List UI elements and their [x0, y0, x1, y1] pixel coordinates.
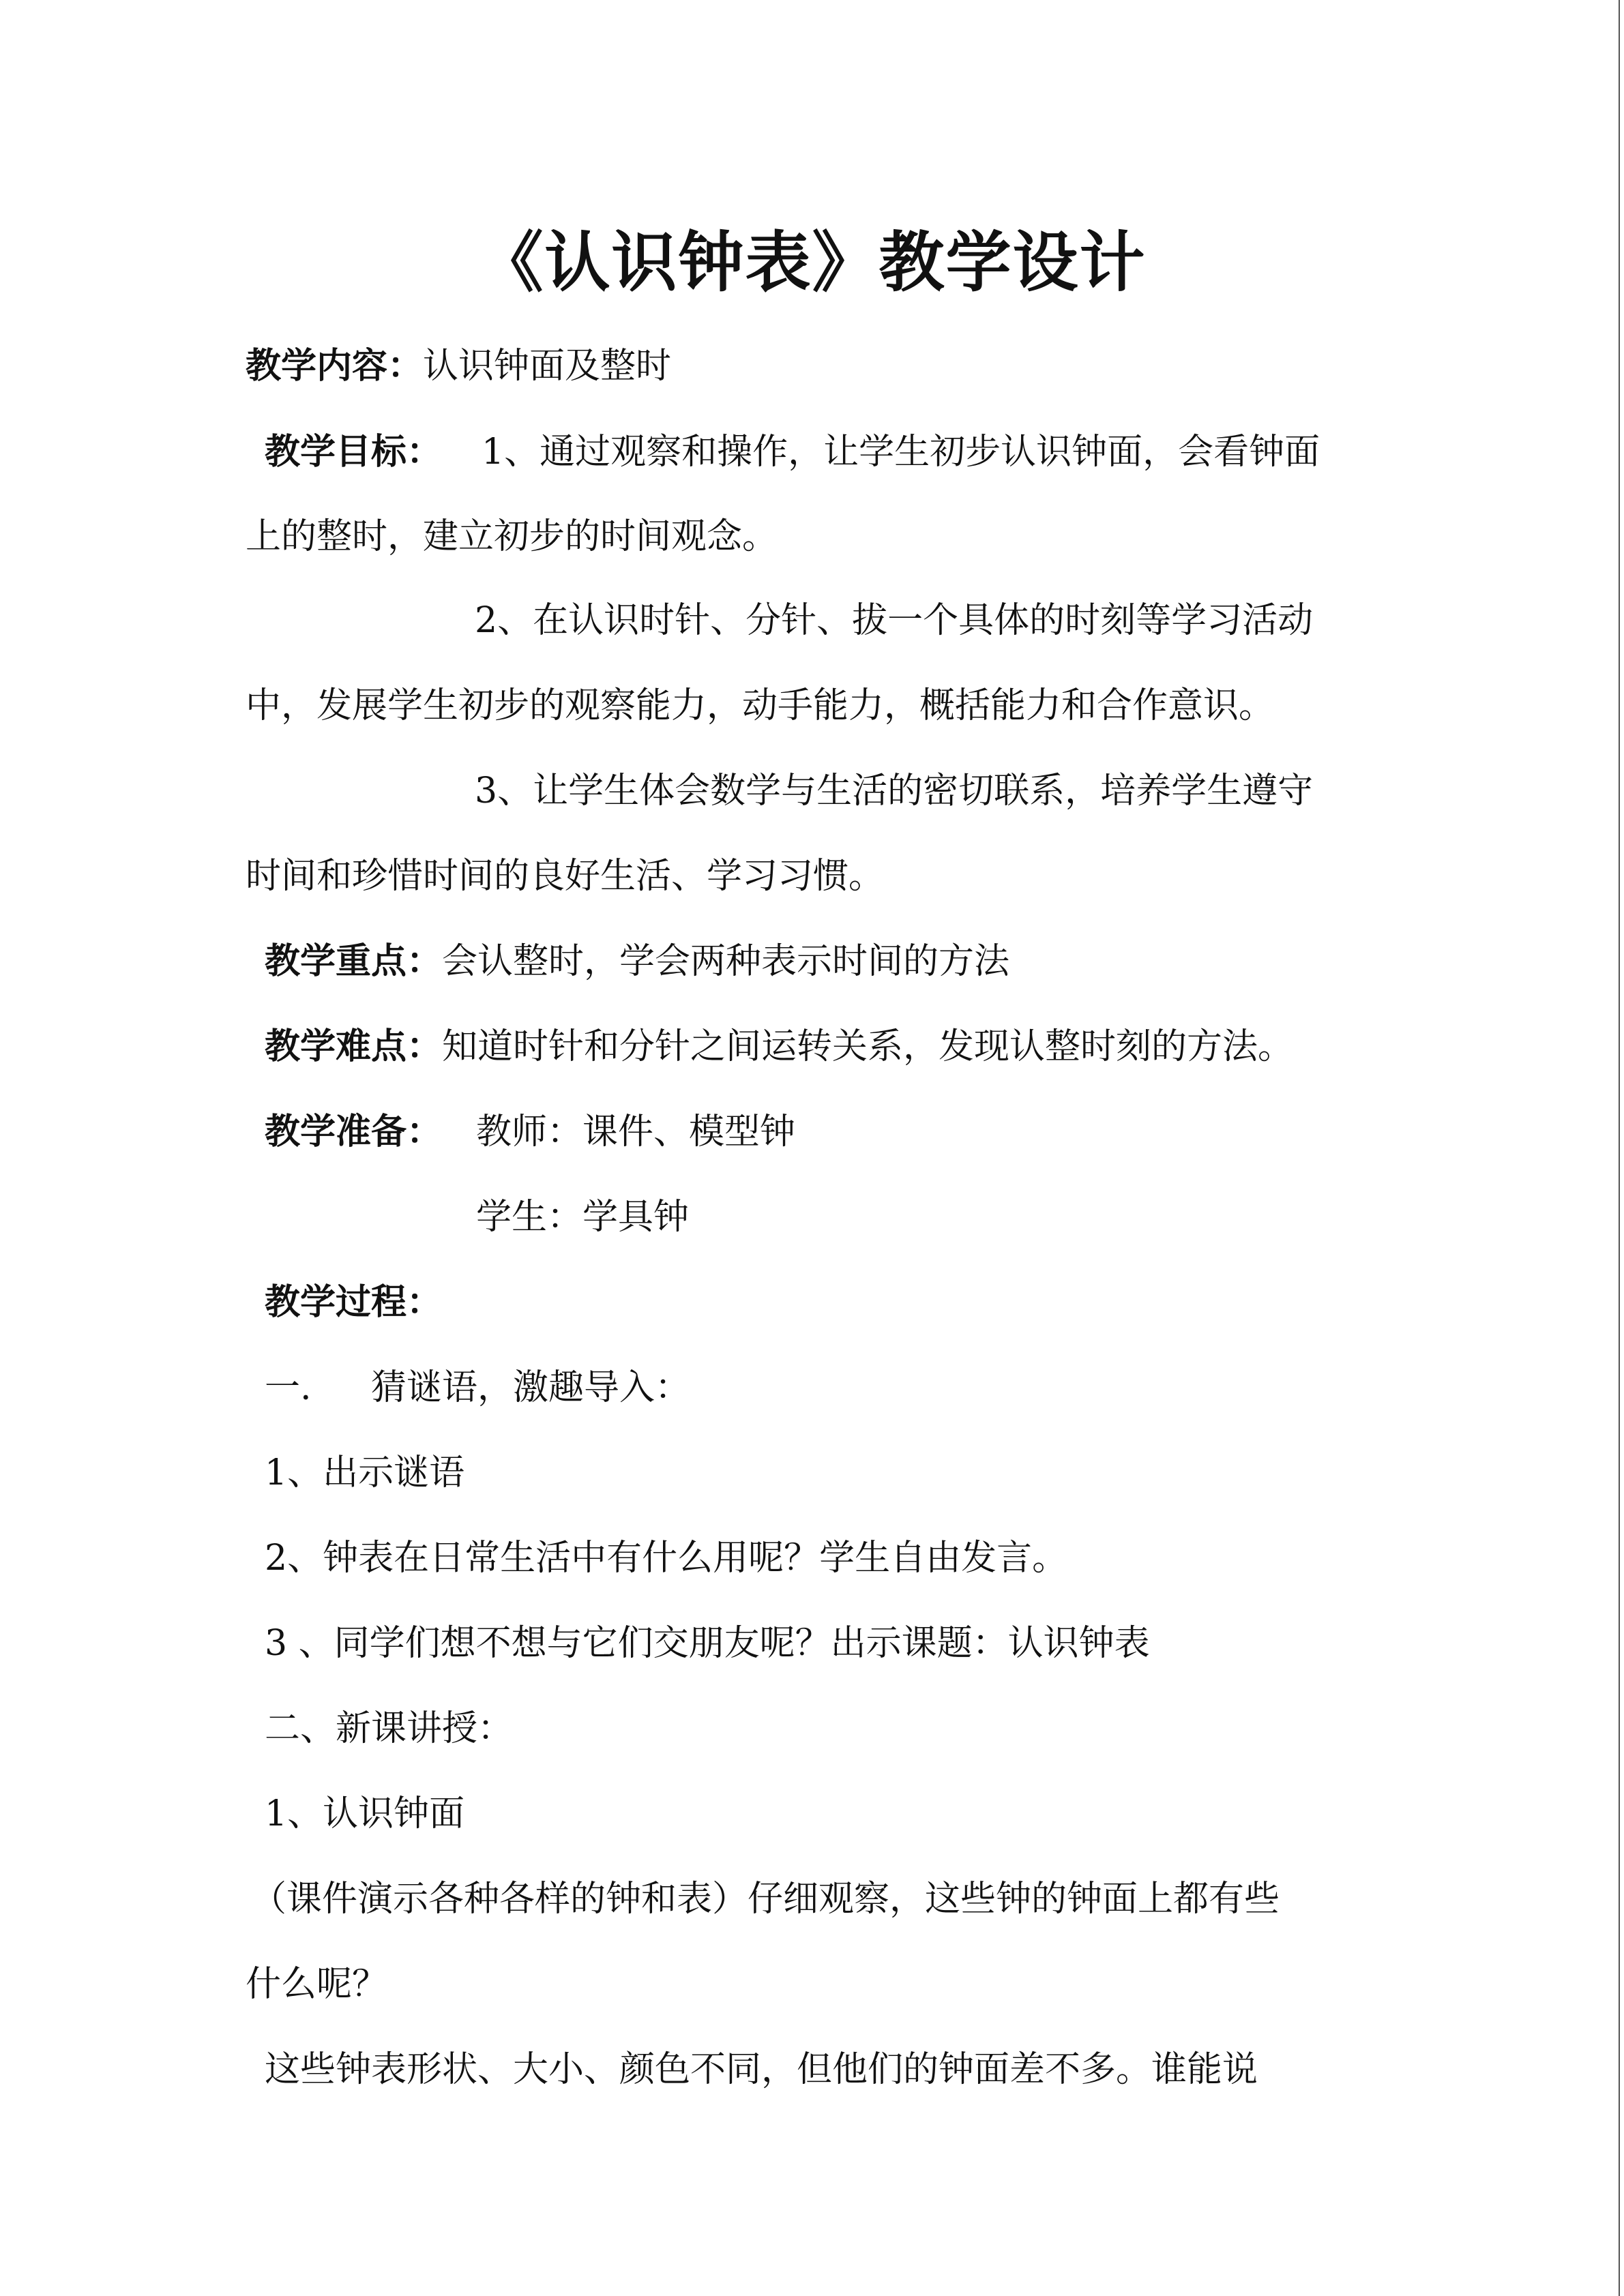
page-edge-divider	[1619, 0, 1620, 2296]
objective-2-line-2: 中，发展学生初步的观察能力，动手能力，概括能力和合作意识。	[246, 685, 1275, 726]
process-label: 教学过程：	[265, 1281, 443, 1323]
step-3: 3 、同学们想不想与它们交朋友呢？出示课题：认识钟表	[265, 1623, 1150, 1664]
step-2: 2、钟表在日常生活中有什么用呢？学生自由发言。	[265, 1538, 1068, 1579]
difficulty-label: 教学难点：	[265, 1026, 443, 1067]
key-point-text: 会认整时，学会两种表示时间的方法	[442, 941, 1010, 982]
paragraph-1-line-2: 什么呢？	[246, 1964, 388, 2005]
subsection-1: 1、认识钟面	[265, 1793, 465, 1834]
objective-2-line-1: 2、在认识时针、分针、拔一个具体的时刻等学习活动	[475, 600, 1314, 641]
objective-3-line-1: 3、让学生体会数学与生活的密切联系，培养学生遵守	[475, 771, 1314, 811]
objective-3-line-2: 时间和珍惜时间的良好生活、学习习惯。	[246, 856, 885, 897]
paragraph-2-line-1: 这些钟表形状、大小、颜色不同，但他们的钟面差不多。谁能说	[265, 2049, 1258, 2090]
content-text: 认识钟面及整时	[423, 346, 672, 387]
step-1: 1、出示谜语	[265, 1452, 465, 1493]
section-2-title: 二、新课讲授：	[265, 1708, 514, 1749]
content-label: 教学内容：	[246, 345, 424, 387]
difficulty-text: 知道时针和分针之间运转关系，发现认整时刻的方法。	[442, 1026, 1294, 1067]
difficulty-row	[265, 1023, 1293, 1071]
section-1-title: 猜谜语，激趣导入：	[371, 1367, 691, 1408]
section-1-number: 一.	[265, 1367, 312, 1408]
preparation-student: 学生：学具钟	[476, 1197, 690, 1238]
paragraph-1-line-1: （课件演示各种各样的钟和表）仔细观察，这些钟的钟面上都有些	[251, 1879, 1280, 1920]
preparation-teacher: 教师：课件、模型钟	[476, 1112, 796, 1152]
key-point-row	[265, 938, 1009, 985]
preparation-label: 教学准备：	[265, 1111, 443, 1152]
content-row	[246, 342, 671, 390]
objective-1-line-1: 1、通过观察和操作，让学生初步认识钟面，会看钟面	[482, 432, 1320, 473]
key-point-label: 教学重点：	[265, 940, 443, 982]
objectives-label: 教学目标：	[265, 431, 443, 473]
objective-1-line-2: 上的整时，建立初步的时间观念。	[246, 516, 778, 557]
page-title: 《认识钟表》教学设计	[477, 224, 1147, 301]
